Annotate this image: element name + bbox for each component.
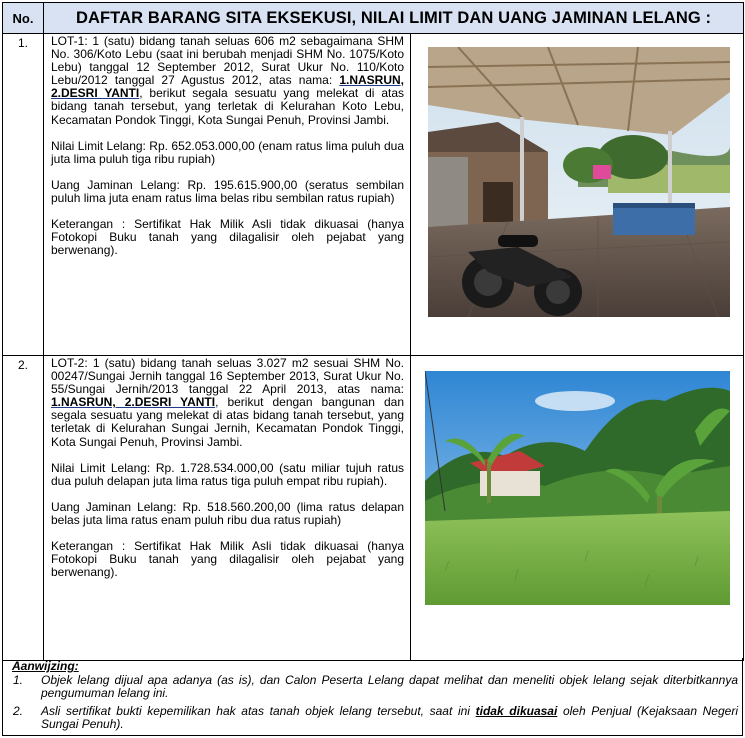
nilai-limit-text: Nilai Limit Lelang: Rp. 652.053.000,00 (enam ratus lima puluh dua juta lima puluh tiga ribu rupiah) <box>51 138 404 166</box>
lot-number: 2. <box>3 356 44 661</box>
lot-desc-post: , berikut dengan bangunan dan segala sesuatu yang melekat di atas bidang tanah tersebut, yang terletak di Kelurahan Sungai Jernih, Kecamatan Pondok Tinggi, Kota Sungai Penuh, Provinsi Jambi. <box>51 395 404 449</box>
owner-names: 1.NASRUN, 2.DESRI YANTI <box>51 395 216 410</box>
aanwijzing-text-pre: Asli sertifikat bukti kepemilikan hak atas tanah objek lelang tersebut, saat ini <box>41 704 476 718</box>
nilai-limit-text: Nilai Limit Lelang: Rp. 1.728.534.000,00 (satu miliar tujuh ratus dua puluh delapan juta lima ratus tiga puluh empat ribu rupiah). <box>51 460 404 488</box>
aanwijzing-text-post: oleh Penjual (Kejaksaan Negeri Sungai Penuh). <box>41 704 738 732</box>
aanwijzing-item-number: 2. <box>13 704 24 718</box>
lot-description <box>44 356 411 661</box>
column-header-no: No. <box>3 3 44 34</box>
lot-desc-post: , berikut segala sesuatu yang melekat di atas bidang tanah tersebut, yang terletak di Kelurahan Koto Lebu, Kecamatan Pondok Tinggi, Kota Sungai Penuh, Provinsi Jambi. <box>51 86 404 127</box>
lot-number: 1. <box>3 34 44 356</box>
keterangan-text: Keterangan : Sertifikat Hak Milik Asli tidak dikuasai (hanya Fotokopi Buku tanah yang dilagalisir oleh pejabat yang berwenang). <box>51 217 404 258</box>
lot-photo-cell <box>411 356 744 661</box>
aanwijzing-item-text <box>41 705 738 732</box>
aanwijzing-item-1 <box>13 674 738 701</box>
table-title: DAFTAR BARANG SITA EKSEKUSI, NILAI LIMIT DAN UANG JAMINAN LELANG : <box>44 3 744 34</box>
aanwijzing-text-bold: tidak dikuasai <box>475 704 558 718</box>
table-header-row <box>3 3 744 34</box>
lot-main-text <box>51 357 404 449</box>
uang-jaminan-text: Uang Jaminan Lelang: Rp. 518.560.200,00 (lima ratus delapan belas juta lima ratus enam puluh ribu dua ratus rupiah) <box>51 499 404 527</box>
table-row-lot-1 <box>3 34 744 356</box>
aanwijzing-section <box>2 658 743 736</box>
keterangan-text: Keterangan : Sertifikat Hak Milik Asli tidak dikuasai (hanya Fotokopi Buku tanah yang dilagalisir oleh pejabat yang berwenang). <box>51 539 404 580</box>
aanwijzing-title: Aanwijzing: <box>12 659 79 673</box>
aanwijzing-item-2 <box>13 705 738 732</box>
lot-main-text <box>51 35 404 127</box>
lot-desc-pre: LOT-2: 1 (satu) bidang tanah seluas 3.027 m2 sesuai SHM No. 00247/Sungai Jernih tanggal 16 September 2013, Surat Ukur No. 55/Sungai Jernih/2013 tanggal 22 April 2013, atas nama: <box>51 356 404 397</box>
owner-names: 1.NASRUN, 2.DESRI YANTI <box>51 73 404 101</box>
table-row-lot-2 <box>3 356 744 661</box>
lot-table <box>2 2 744 661</box>
aanwijzing-item-text: Objek lelang dijual apa adanya (as is), dan Calon Peserta Lelang dapat melihat dan meneliti objek lelang sejak diterbitkannya pengumuman lelang ini. <box>41 673 738 701</box>
uang-jaminan-text: Uang Jaminan Lelang: Rp. 195.615.900,00 (seratus sembilan puluh lima juta enam ratus lima belas ribu sembilan ratus rupiah) <box>51 177 404 205</box>
lot-description <box>44 34 411 356</box>
lot-photo-cell <box>411 34 744 356</box>
lot-1-photo <box>428 47 730 317</box>
aanwijzing-item-number: 1. <box>13 673 24 687</box>
lot-2-photo <box>425 371 730 605</box>
lot-desc-pre: LOT-1: 1 (satu) bidang tanah seluas 606 m2 sebagaimana SHM No. 306/Koto Lebu (saat ini berubah menjadi SHM No. 1075/Koto Lebu) tanggal 12 September 2012, Surat Ukur No. 110/Koto Lebu/2012 tanggal 27 Agustus 2012, atas nama: <box>51 34 404 88</box>
